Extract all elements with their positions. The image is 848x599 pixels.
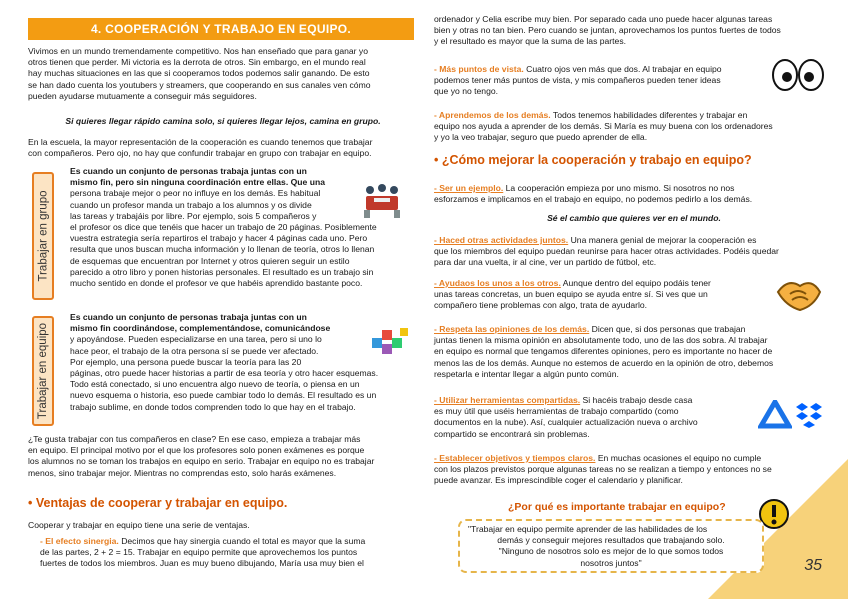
likes-line: en equipo. El principal motivo por el que los profesores solo ponen exámenes es porque [28, 445, 365, 456]
objetivos-line: puede avanzar. Es imprescindible coger el calendario y planificar. [434, 475, 683, 486]
herramientas-paragraph [434, 395, 754, 440]
proverb: Si quieres llegar rápido camina solo, si quieres llegar lejos, camina en grupo. [65, 116, 381, 126]
tab-trabajar-en-grupo [32, 172, 54, 300]
ayudaos-line: Aunque dentro del equipo podáis tener [560, 278, 711, 288]
grupo-line: cuando un profesor manda un trabajo a los alumnos y os divide [70, 199, 312, 210]
respeta-line: Dicen que, si dos personas que trabajan [589, 324, 746, 334]
equipo-paragraph [70, 312, 420, 413]
chapter-title: 4. COOPERACIÓN Y TRABAJO EN EQUIPO. [28, 18, 414, 40]
ventajas-heading: • Ventajas de cooperar y trabajar en equipo. [28, 496, 288, 510]
tab-label: Trabajar en grupo [37, 190, 49, 282]
sinergia-line: de las partes, 2 + 2 = 15. Trabajar en equipo permite que aprovechemos los puntos [40, 547, 358, 558]
right-top-line: bien y otras no tan bien. Pero cuando se juntan, aprovechamos los puntos fuertes de todos [434, 25, 781, 36]
grupo-line: las tareas y trabajáis por libre. Por ejemplo, sois 5 compañeros y [70, 210, 317, 221]
grupo-line: Es cuando un conjunto de personas trabaja juntas con un [70, 166, 307, 176]
actividades-line: que los miembros del equipo puedan reunirse para hacer otras actividades. Podéis quedar [434, 246, 779, 257]
grupo-line: parecido a otro libro y ponen historias personales. El resultado es un trabajo sin [70, 266, 374, 277]
grupo-line: resulta que unos buscan mucha información y lo llenan de teoría, otros lo llenan [70, 244, 375, 255]
sinergia-line: Decimos que hay sinergia cuando el total es mayor que la suma [118, 536, 366, 546]
respeta-line: menos las de los demás. Aunque no estemos de acuerdo en la opinión de otro, debemos [434, 357, 774, 368]
respeta-line: juntas tienen la misma opinión en absolutamente todo, uno de las dos sobra. Al trabajar [434, 335, 768, 346]
importante-line: "Trabajar en equipo permite aprender de las habilidades de los [468, 524, 708, 534]
vista-paragraph [434, 64, 764, 98]
grupo-line: mucho sentido en donde el profesor ve que habéis aprendido bastante poco. [70, 278, 363, 289]
respeta-line: en equipo es normal que tengamos diferentes opiniones, pero es importante no hacer de [434, 346, 773, 357]
equipo-line: nuevo esquema o historia, eso puede cambiar todo lo demás. El resultado es un [70, 390, 377, 401]
grupo-line: mismo fin, pero sin ninguna coordinación entre ellas. Que una [70, 177, 325, 188]
grupo-line: de esquemas que encuentran por Internet y otros quieren seguir un estilo [70, 255, 350, 266]
right-top-line: ordenador y Celia escribe muy bien. Por separado cada uno puede hacer algunas tareas [434, 14, 773, 24]
sinergia-paragraph [40, 536, 420, 570]
herramientas-label: - Utilizar herramientas compartidas. [434, 395, 581, 405]
right-top-paragraph [434, 14, 834, 48]
mejorar-heading: • ¿Cómo mejorar la cooperación y trabajo en equipo? [434, 153, 752, 167]
objetivos-line: En muchas ocasiones el equipo no cumple [595, 453, 762, 463]
school-line: En la escuela, la mayor representación de la cooperación es cuando tenemos que trabajar [28, 137, 373, 147]
eyes-icon [770, 56, 826, 92]
likes-line: los alumnos no se toman los trabajos en equipo en serio. Trabajar en equipo no es trabajar [28, 456, 375, 467]
ayudaos-line: unas tareas concretas, un buen equipo se ayuda entre sí. Si ves que un [434, 289, 708, 300]
importante-line: demás y conseguir mejores resultados que trabajando solo. [497, 535, 725, 546]
likes-line: ¿Te gusta trabajar con tus compañeros en clase? En ese caso, empieza a trabajar más [28, 434, 361, 444]
ejemplo-line: La cooperación empieza por uno mismo. Si nosotros no nos [503, 183, 735, 193]
ayudaos-paragraph [434, 278, 764, 312]
equipo-line: páginas, otro puede hacer historias a partir de esa teoría y otro hacer esquemas. [70, 368, 379, 379]
objetivos-line: con los plazos previstos porque algunas tareas no se realizan a tiempo y entonces no se [434, 464, 772, 475]
grupo-line: el profesor os dice que tenéis que hacer un trabajo de 20 páginas. Posiblemente [70, 222, 377, 233]
herramientas-line: documentos en la nube). Así, cualquier actualización nueva o archivo [434, 417, 698, 428]
importante-quote-box [458, 519, 764, 573]
likes-paragraph [28, 434, 418, 479]
equipo-line: mismo fin coordinándose, complementándose, comunicándose [70, 323, 331, 334]
aprendemos-line: y yo la veo trabajar, seguro que puedo aprender de ella. [434, 132, 648, 143]
intro-line: Vivimos en un mundo tremendamente competitivo. Nos han enseñado que para ganar yo [28, 46, 368, 56]
intro-paragraph [28, 46, 418, 102]
mejorar-quote: Sé el cambio que quieres ver en el mundo. [547, 213, 721, 223]
sinergia-line: fuertes de todos los miembros. Juan es muy bueno dibujando, María usa muy bien el [40, 558, 364, 569]
equipo-line: Todo está conectado, si uno encuentra algo nuevo de teoría, o piensa en un [70, 379, 360, 390]
ventajas-intro: Cooperar y trabajar en equipo tiene una serie de ventajas. [28, 520, 250, 530]
grupo-line: vuestra estrategia sería repartiros el trabajo y hacer 4 páginas cada uno. Pero [70, 233, 368, 244]
actividades-line: Una manera genial de mejorar la cooperación es [568, 235, 757, 245]
drive-icon [758, 400, 792, 430]
equipo-line: trabajo sublime, en donde todos comprenden todo lo que hay en el trabajo. [70, 401, 356, 412]
ejemplo-paragraph [434, 183, 834, 205]
aprendemos-line: equipo nos ayuda a aprender de los demás. Si María es muy buena con los ordenadores [434, 121, 773, 132]
right-top-line: y el resultado es mayor que la suma de las partes. [434, 36, 627, 47]
aprendemos-paragraph [434, 110, 834, 144]
tab-trabajar-en-equipo [32, 316, 54, 426]
actividades-paragraph [434, 235, 834, 269]
sinergia-label: - El efecto sinergia. [40, 536, 119, 546]
vista-line: que yo no tengo. [434, 86, 499, 97]
grupo-line: persona trabaje mejor o peor no influye en los demás. Es habitual [70, 188, 321, 199]
actividades-line: para dar una vuelta, ir al cine, ver un partido de fútbol, etc. [434, 257, 657, 268]
vista-label: - Más puntos de vista. [434, 64, 524, 74]
importante-line: "Ninguno de nosotros solo es mejor de lo que somos todos [498, 546, 724, 557]
aprendemos-label: - Aprendemos de los demás. [434, 110, 551, 120]
tab-label: Trabajar en equipo [37, 322, 49, 420]
respeta-line: respetarla e intentar llegar a algún punto común. [434, 368, 619, 379]
likes-line: menos, sino trabajar mejor. Mientras no comprendas esto, solo harás exámenes. [28, 467, 337, 478]
dropbox-icon [794, 400, 824, 430]
ejemplo-line: esforzamos e implicamos en el trabajo en equipo, no podemos pedirlo a los demás. [434, 194, 753, 205]
herramientas-line: Si hacéis trabajo desde casa [580, 395, 693, 405]
ayudaos-line: compañero tiene problemas con algo, trata de ayudarlo. [434, 300, 648, 311]
actividades-label: - Haced otras actividades juntos. [434, 235, 569, 245]
equipo-line: y apoyándose. Pueden especializarse en una tarea, pero si uno lo [70, 334, 322, 345]
page-number: 35 [804, 557, 822, 574]
aprendemos-line: Todos tenemos habilidades diferentes y trabajar en [550, 110, 748, 120]
handshake-icon [774, 272, 824, 316]
equipo-line: hace peor, el trabajo de la otra persona sí se puede ver afectado. [70, 345, 319, 356]
herramientas-line: compartido se encontrará sin problemas. [434, 428, 590, 439]
intro-line: se han dado cuenta los youtubers y streamers, que cooperando en sus canales ven cómo [28, 79, 371, 90]
school-line: con compañeros. Pero ojo, no hay que confundir trabajar en grupo con trabajar en equipo. [28, 148, 372, 159]
intro-line: hay muchas situaciones en las que si cooperamos todos podemos salir ganando. De esto [28, 68, 370, 79]
vista-line: Cuatro ojos ven más que dos. Al trabajar en equipo [523, 64, 722, 74]
importante-heading: ¿Por qué es importante trabajar en equipo? [508, 501, 726, 513]
equipo-line: Es cuando un conjunto de personas trabaja juntas con un [70, 312, 307, 322]
intro-line: otros tienen que perder. Mi victoria es la derrota de otros. Sin embargo, en el mundo real [28, 57, 366, 68]
equipo-line: Por ejemplo, una persona puede buscar la teoría para las 20 [70, 356, 302, 367]
intro-line: pueden ayudarse mutuamente a conseguir más seguidores. [28, 90, 257, 101]
herramientas-line: es muy útil que uséis herramientas de trabajo compartido (como [434, 406, 679, 417]
ayudaos-label: - Ayudaos los unos a los otros. [434, 278, 561, 288]
respeta-label: - Respeta las opiniones de los demás. [434, 324, 590, 334]
respeta-paragraph [434, 324, 834, 380]
ejemplo-label: - Ser un ejemplo. [434, 183, 504, 193]
vista-line: podemos tener más puntos de vista, y mis compañeros pueden tener ideas [434, 75, 721, 86]
importante-line: nosotros juntos" [580, 557, 642, 568]
grupo-paragraph [70, 166, 420, 289]
school-paragraph [28, 137, 418, 159]
objetivos-label: - Establecer objetivos y tiempos claros. [434, 453, 596, 463]
